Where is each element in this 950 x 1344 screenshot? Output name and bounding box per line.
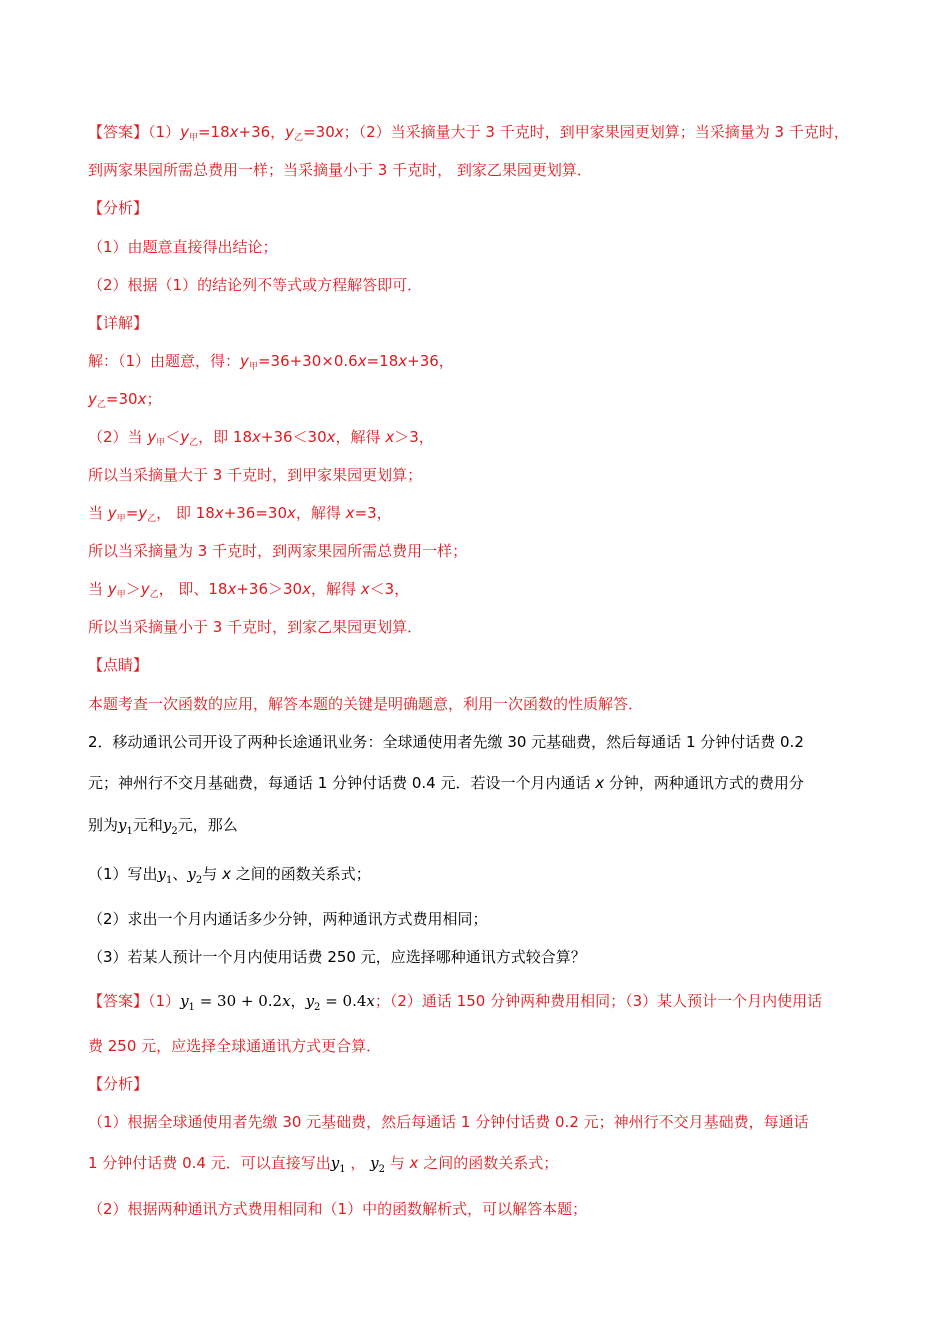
q1-detail-line-2: $y_乙=30x$； — [88, 390, 162, 410]
q2-analysis-1: （1）根据全球通使用者先缴 30 元基础费，然后每通话 1 分钟付话费 0.2 元；神州行不交月基础费，每通话 — [88, 1113, 809, 1131]
q1-detail-line-6: 所以当采摘量为 3 千克时，到两家果园所需总费用一样； — [88, 542, 468, 560]
q1-detail-line-7: 当 $y_甲>y_乙$， 即、18x+36＞30x，解得 x＜3， — [88, 580, 410, 600]
q2-part-2: （2）求出一个月内通话多少分钟，两种通讯方式费用相同； — [88, 910, 488, 928]
q1-detail-line-5: 当 $y_甲=y_乙$， 即 18x+36=30x，解得 x=3， — [88, 504, 392, 524]
q2-analysis-3: （2）根据两种通讯方式费用相同和（1）中的函数解析式，可以解答本题； — [88, 1200, 588, 1218]
q2-stem-line-2: 元；神州行不交月基础费，每通话 1 分钟付话费 0.4 元．若设一个月内通话 x 分钟，两种通讯方式的费用分 — [88, 774, 804, 792]
q1-detail-line-4: 所以当采摘量大于 3 千克时，到甲家果园更划算； — [88, 466, 423, 484]
q2-stem-line-3: 别为$y_1$元和$y_2$元，那么 — [88, 816, 238, 837]
q1-answer-line-1: 【答案】$(1)y_甲=18x+36$，$y_乙=30x$；（2）当采摘量大于 3 千克时，到甲家果园更划算；当采摘量为 3 千克时， — [88, 123, 849, 143]
q1-detail-line-1: 解：（1）由题意，得：$y_甲=36+30\times 0.6x=18x+36$， — [88, 352, 454, 372]
q2-answer-line-2: 费 250 元，应选择全球通通讯方式更合算． — [88, 1037, 382, 1055]
q1-note-heading: 【点睛】 — [88, 656, 149, 674]
q2-analysis-2: 1 分钟付话费 0.4 元．可以直接写出$y_1$ ， $y_2$ 与 x 之间的函数关系式； — [88, 1154, 559, 1175]
q1-analysis-1: （1）由题意直接得出结论； — [88, 238, 278, 256]
q1-detail-line-3: （2）当 $y_甲<y_乙$，即 18x+36＜30x，解得 x＞3， — [88, 428, 434, 448]
q1-detail-heading: 【详解】 — [88, 314, 149, 332]
q2-answer-line-1: 【答案】$(1)y_1 = 30 + 0.2x$，$y_2 = 0.4x$；（2）通话 150 分钟两种费用相同；（3）某人预计一个月内使用话 — [88, 992, 823, 1013]
q1-analysis-heading: 【分析】 — [88, 199, 149, 217]
q1-analysis-2: （2）根据（1）的结论列不等式或方程解答即可． — [88, 276, 423, 294]
q2-part-3: （3）若某人预计一个月内使用话费 250 元，应选择哪种通讯方式较合算？ — [88, 948, 586, 966]
q2-analysis-heading: 【分析】 — [88, 1075, 149, 1093]
q1-detail-line-8: 所以当采摘量小于 3 千克时，到家乙果园更划算． — [88, 618, 423, 636]
q1-note-text: 本题考查一次函数的应用，解答本题的关键是明确题意，利用一次函数的性质解答． — [88, 695, 644, 713]
q2-stem-line-1: 2．移动通讯公司开设了两种长途通讯业务：全球通使用者先缴 30 元基础费，然后每通话 1 分钟付话费 0.2 — [88, 733, 804, 751]
q2-part-1: （1）写出$y_1$、$y_2$与 x 之间的函数关系式； — [88, 865, 371, 886]
q1-answer-line-2: 到两家果园所需总费用一样；当采摘量小于 3 千克时， 到家乙果园更划算． — [88, 161, 592, 179]
